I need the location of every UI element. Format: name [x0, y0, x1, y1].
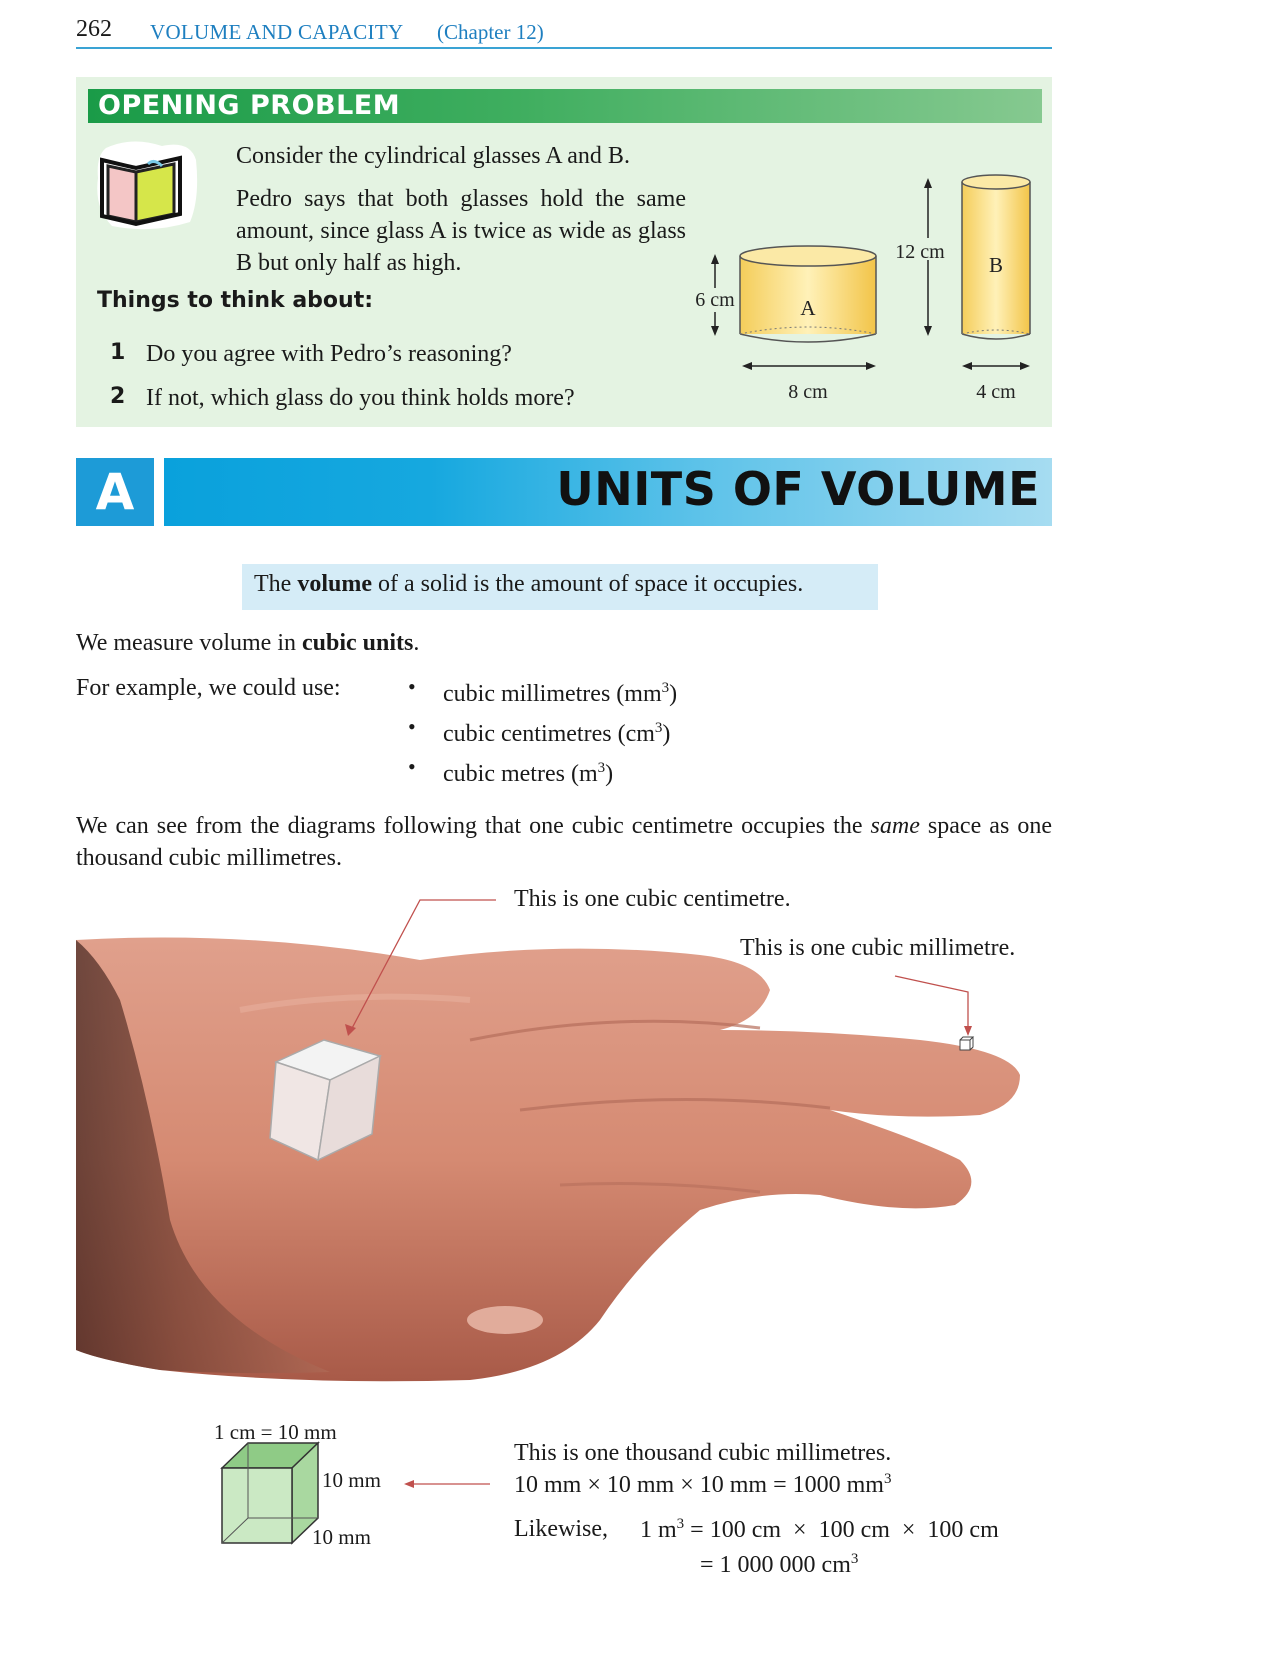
cubic-millimetre-caption: This is one cubic millimetre.	[740, 935, 1016, 961]
unit-item: cubic metres $(m^3)$	[443, 760, 614, 787]
glass-a-height-label: 6 cm	[695, 289, 735, 311]
measure-line: We measure volume in cubic units.	[76, 630, 420, 656]
chapter-ref: (Chapter 12)	[437, 20, 544, 44]
bullet: •	[408, 714, 416, 739]
cube-side-label: 10 mm	[312, 1525, 371, 1549]
glass-b-width-label: 4 cm	[976, 381, 1016, 403]
unit-item: cubic centimetres $(cm^3)$	[443, 720, 671, 747]
cube-equivalence-label: 1 cm = 10 mm	[214, 1420, 337, 1444]
pedro-claim: Pedro says that both glasses hold the same amount, since glass A is twice as wide as glass B but only half as high.	[236, 186, 686, 276]
mm-calculation: 10 mm × 10 mm × 10 mm = 1000 $mm^3$	[514, 1471, 892, 1498]
question-text: Do you agree with Pedro’s reasoning?	[146, 341, 512, 367]
glass-b-label: B	[988, 253, 1004, 277]
cubic-metre-result: = 1 000 000 $cm^3$	[700, 1551, 859, 1578]
section-title: UNITS OF VOLUME	[556, 462, 1040, 516]
diagrams-paragraph: We can see from the diagrams following that one cubic centimetre occupies the same space as one thousand cubic millimetres.	[76, 813, 1052, 871]
glass-a-label: A	[800, 296, 816, 320]
think-title: Things to think about:	[97, 288, 374, 313]
glass-b-height-label: 12 cm	[895, 241, 945, 263]
section-letter: A	[95, 463, 135, 521]
cube-side-label: 10 mm	[322, 1468, 381, 1492]
unit-item: cubic millimetres $(mm^3)$	[443, 680, 678, 707]
running-title: VOLUME AND CAPACITY	[150, 20, 404, 44]
example-lead: For example, we could use:	[76, 675, 341, 701]
question-text: If not, which glass do you think holds more?	[146, 385, 575, 411]
cubic-centimetre-caption: This is one cubic centimetre.	[514, 886, 791, 912]
cubic-millimetre-cube	[960, 1037, 973, 1050]
bullet: •	[408, 754, 416, 779]
intro-line: Consider the cylindrical glasses A and B.	[236, 143, 630, 169]
bullet: •	[408, 674, 416, 699]
thousand-cubic-millimetre-cube	[222, 1443, 318, 1543]
definition-text: The volume of a solid is the amount of space it occupies.	[254, 571, 804, 597]
thousand-cubic-mm-line: This is one thousand cubic millimetres.	[514, 1440, 892, 1466]
likewise-label: Likewise,	[514, 1516, 608, 1542]
cubic-metre-calculation: 1 $m^3 = 100$ cm × 100 cm × 100 cm	[640, 1516, 999, 1543]
opening-problem-title: OPENING PROBLEM	[98, 90, 401, 121]
page-number: 262	[76, 16, 112, 42]
question-number: 1	[110, 340, 126, 365]
glass-a-width-label: 8 cm	[788, 381, 828, 403]
question-number: 2	[110, 384, 126, 409]
